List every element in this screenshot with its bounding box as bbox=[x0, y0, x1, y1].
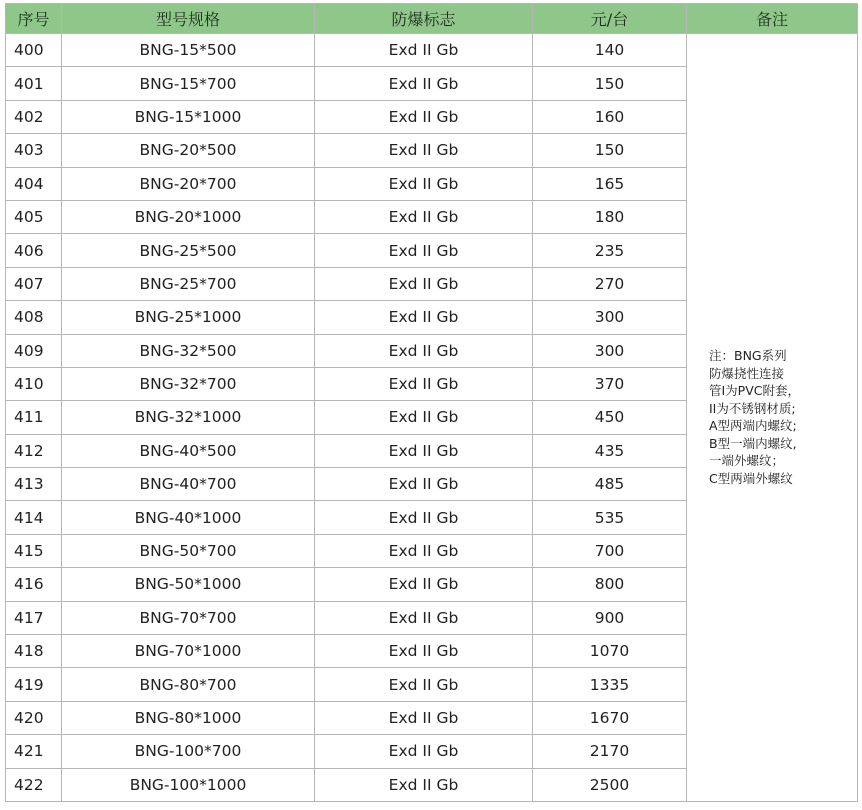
note-line: II为不锈钢材质; bbox=[709, 400, 796, 416]
unit-price: 2500 bbox=[533, 768, 687, 801]
row-number: 420 bbox=[6, 701, 62, 734]
note-line: 注：BNG系列 bbox=[709, 348, 787, 364]
model-spec: BNG-32*500 bbox=[62, 334, 315, 367]
row-number: 415 bbox=[6, 534, 62, 567]
header-no: 序号 bbox=[6, 4, 62, 34]
unit-price: 2170 bbox=[533, 735, 687, 768]
model-spec: BNG-32*1000 bbox=[62, 401, 315, 434]
explosion-mark: Exd II Gb bbox=[315, 200, 533, 233]
unit-price: 150 bbox=[533, 67, 687, 100]
explosion-mark: Exd II Gb bbox=[315, 468, 533, 501]
row-number: 410 bbox=[6, 367, 62, 400]
unit-price: 300 bbox=[533, 301, 687, 334]
model-spec: BNG-70*700 bbox=[62, 601, 315, 634]
model-spec: BNG-50*700 bbox=[62, 534, 315, 567]
model-spec: BNG-20*700 bbox=[62, 167, 315, 200]
unit-price: 900 bbox=[533, 601, 687, 634]
model-spec: BNG-15*500 bbox=[62, 34, 315, 67]
table-header bbox=[6, 4, 858, 34]
unit-price: 235 bbox=[533, 234, 687, 267]
model-spec: BNG-25*700 bbox=[62, 267, 315, 300]
explosion-mark: Exd II Gb bbox=[315, 301, 533, 334]
model-spec: BNG-15*700 bbox=[62, 67, 315, 100]
header-mark: 防爆标志 bbox=[315, 4, 533, 34]
explosion-mark: Exd II Gb bbox=[315, 267, 533, 300]
note-line: B型一端内螺纹, bbox=[709, 435, 797, 451]
model-spec: BNG-70*1000 bbox=[62, 635, 315, 668]
row-number: 422 bbox=[6, 768, 62, 801]
explosion-mark: Exd II Gb bbox=[315, 234, 533, 267]
model-spec: BNG-40*1000 bbox=[62, 501, 315, 534]
row-number: 408 bbox=[6, 301, 62, 334]
row-number: 400 bbox=[6, 34, 62, 67]
model-spec: BNG-100*700 bbox=[62, 735, 315, 768]
note-line: C型两端外螺纹 bbox=[709, 470, 793, 486]
explosion-mark: Exd II Gb bbox=[315, 601, 533, 634]
unit-price: 1070 bbox=[533, 635, 687, 668]
explosion-mark: Exd II Gb bbox=[315, 768, 533, 801]
unit-price: 700 bbox=[533, 534, 687, 567]
row-number: 421 bbox=[6, 735, 62, 768]
unit-price: 1670 bbox=[533, 701, 687, 734]
table-body bbox=[6, 34, 858, 802]
row-number: 409 bbox=[6, 334, 62, 367]
row-number: 401 bbox=[6, 67, 62, 100]
note-line: A型两端内螺纹; bbox=[709, 418, 797, 434]
row-number: 405 bbox=[6, 200, 62, 233]
header-note: 备注 bbox=[687, 4, 858, 34]
explosion-mark: Exd II Gb bbox=[315, 635, 533, 668]
unit-price: 800 bbox=[533, 568, 687, 601]
header-model: 型号规格 bbox=[62, 4, 315, 34]
table-row bbox=[6, 34, 858, 67]
unit-price: 535 bbox=[533, 501, 687, 534]
model-spec: BNG-25*1000 bbox=[62, 301, 315, 334]
row-number: 407 bbox=[6, 267, 62, 300]
row-number: 417 bbox=[6, 601, 62, 634]
unit-price: 450 bbox=[533, 401, 687, 434]
unit-price: 300 bbox=[533, 334, 687, 367]
model-spec: BNG-100*1000 bbox=[62, 768, 315, 801]
unit-price: 435 bbox=[533, 434, 687, 467]
explosion-mark: Exd II Gb bbox=[315, 735, 533, 768]
header-row bbox=[6, 4, 858, 34]
explosion-mark: Exd II Gb bbox=[315, 100, 533, 133]
unit-price: 180 bbox=[533, 200, 687, 233]
explosion-mark: Exd II Gb bbox=[315, 534, 533, 567]
remarks-note bbox=[687, 34, 858, 802]
explosion-mark: Exd II Gb bbox=[315, 67, 533, 100]
explosion-mark: Exd II Gb bbox=[315, 668, 533, 701]
note-line: 防爆挠性连接 bbox=[709, 365, 785, 381]
model-spec: BNG-80*700 bbox=[62, 668, 315, 701]
unit-price: 370 bbox=[533, 367, 687, 400]
note-line: 一端外螺纹； bbox=[709, 453, 785, 469]
note-line: 管I为PVC附套， bbox=[709, 383, 801, 399]
row-number: 402 bbox=[6, 100, 62, 133]
explosion-mark: Exd II Gb bbox=[315, 401, 533, 434]
row-number: 416 bbox=[6, 568, 62, 601]
unit-price: 165 bbox=[533, 167, 687, 200]
unit-price: 1335 bbox=[533, 668, 687, 701]
explosion-mark: Exd II Gb bbox=[315, 434, 533, 467]
model-spec: BNG-15*1000 bbox=[62, 100, 315, 133]
row-number: 411 bbox=[6, 401, 62, 434]
explosion-mark: Exd II Gb bbox=[315, 334, 533, 367]
unit-price: 140 bbox=[533, 34, 687, 67]
unit-price: 270 bbox=[533, 267, 687, 300]
model-spec: BNG-25*500 bbox=[62, 234, 315, 267]
model-spec: BNG-32*700 bbox=[62, 367, 315, 400]
explosion-mark: Exd II Gb bbox=[315, 167, 533, 200]
model-spec: BNG-40*500 bbox=[62, 434, 315, 467]
row-number: 404 bbox=[6, 167, 62, 200]
row-number: 412 bbox=[6, 434, 62, 467]
row-number: 406 bbox=[6, 234, 62, 267]
row-number: 418 bbox=[6, 635, 62, 668]
model-spec: BNG-20*1000 bbox=[62, 200, 315, 233]
unit-price: 160 bbox=[533, 100, 687, 133]
row-number: 413 bbox=[6, 468, 62, 501]
row-number: 414 bbox=[6, 501, 62, 534]
model-spec: BNG-20*500 bbox=[62, 134, 315, 167]
row-number: 419 bbox=[6, 668, 62, 701]
model-spec: BNG-40*700 bbox=[62, 468, 315, 501]
model-spec: BNG-50*1000 bbox=[62, 568, 315, 601]
unit-price: 485 bbox=[533, 468, 687, 501]
row-number: 403 bbox=[6, 134, 62, 167]
unit-price: 150 bbox=[533, 134, 687, 167]
price-table bbox=[5, 3, 858, 802]
explosion-mark: Exd II Gb bbox=[315, 34, 533, 67]
model-spec: BNG-80*1000 bbox=[62, 701, 315, 734]
explosion-mark: Exd II Gb bbox=[315, 568, 533, 601]
explosion-mark: Exd II Gb bbox=[315, 701, 533, 734]
explosion-mark: Exd II Gb bbox=[315, 367, 533, 400]
explosion-mark: Exd II Gb bbox=[315, 501, 533, 534]
explosion-mark: Exd II Gb bbox=[315, 134, 533, 167]
header-price: 元/台 bbox=[533, 4, 687, 34]
